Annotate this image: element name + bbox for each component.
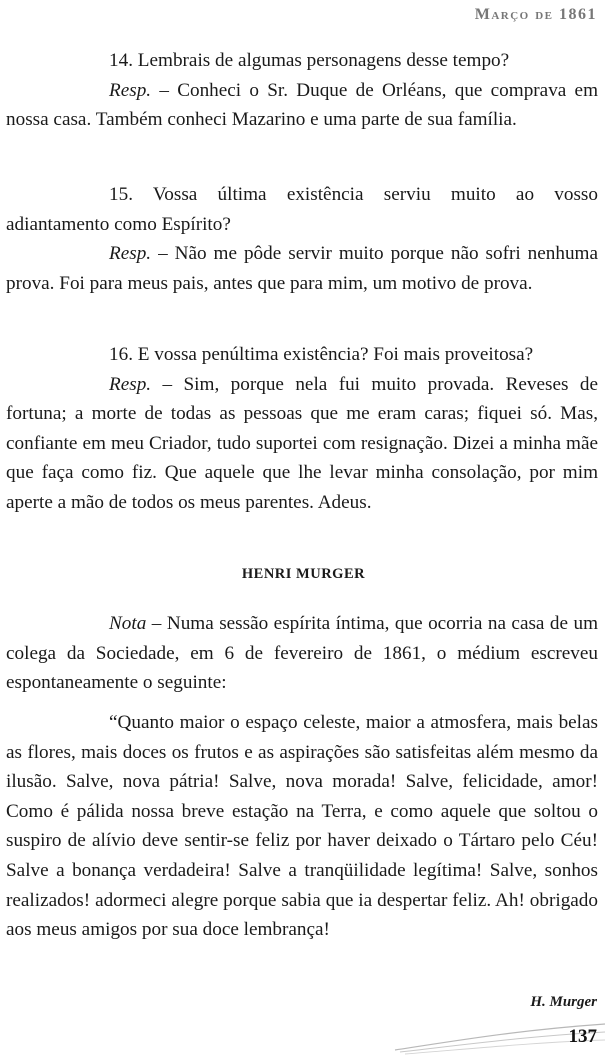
qa-15 — [6, 180, 598, 298]
answer-14-text: – Conheci o Sr. Duque de Orléans, que comprava em nossa casa. Também conheci Mazarino e uma parte de sua família. — [6, 79, 598, 131]
resp-label: Resp. — [109, 373, 152, 395]
section-heading: HENRI MURGER — [241, 566, 366, 582]
qa-16 — [6, 340, 598, 518]
answer-15 — [6, 239, 598, 298]
question-16: 16. E vossa penúltima existência? Foi mais proveitosa? — [109, 344, 534, 365]
quote-text: “Quanto maior o espaço celeste, maior a atmosfera, mais belas as flores, mais doces os frutos e as aspirações são satisfeitas além mesmo da ilusão. Salve, nova pátria! Salve, nova morada! Salve, felicidade, amor! Como é pálida nossa breve estação na Terra, e como aquele que soltou o suspiro de alívio deve sentir-se feliz por haver deixado o Tártaro pelo Céu! Salve a bonança verdadeira! Salve a tranqüilidade legítima! Salve, sonhos realizados! adormeci alegre porque sabia que ia despertar feliz. Ah! obrigado aos meus amigos por sua doce lembrança! — [6, 712, 598, 941]
question-15: 15. Vossa última existência serviu muito ao vosso adiantamento como Espírito? — [6, 184, 598, 235]
note-text: – Numa sessão espírita íntima, que ocorria na casa de um colega da Sociedade, em 6 de fevereiro de 1861, o médium escreveu espontaneamente o seguinte: — [6, 613, 598, 694]
note-paragraph — [6, 609, 598, 698]
note-label: Nota — [109, 613, 147, 634]
question-14: 14. Lembrais de algumas personagens desse tempo? — [109, 50, 510, 71]
answer-16-text: – Sim, porque nela fui muito provada. Reveses de fortuna; a morte de todas as pessoas que me eram caras; fiquei só. Mas, confiante em meu Criador, tudo suportei com resignação. Dizei a minha mãe que faça como fiz. Que aquele que lhe levar minha consolação, por mim aperte a mão de todos os meus parentes. Adeus. — [6, 373, 598, 513]
qa-14 — [6, 46, 598, 135]
answer-14 — [6, 76, 598, 135]
quote-paragraph — [6, 708, 598, 945]
page-footer — [0, 1010, 607, 1063]
decorative-swoosh — [0, 1010, 607, 1063]
answer-16 — [6, 370, 598, 518]
page-number: 137 — [568, 1026, 597, 1047]
resp-label: Resp. — [109, 79, 152, 101]
note — [6, 609, 598, 698]
resp-label: Resp. — [109, 243, 152, 265]
answer-15-text: – Não me pôde servir muito porque não sofri nenhuma prova. Foi para meus pais, antes que para mim, um motivo de prova. — [6, 243, 598, 294]
signature: H. Murger — [530, 994, 597, 1010]
running-head: Março de 1861 — [474, 6, 597, 23]
